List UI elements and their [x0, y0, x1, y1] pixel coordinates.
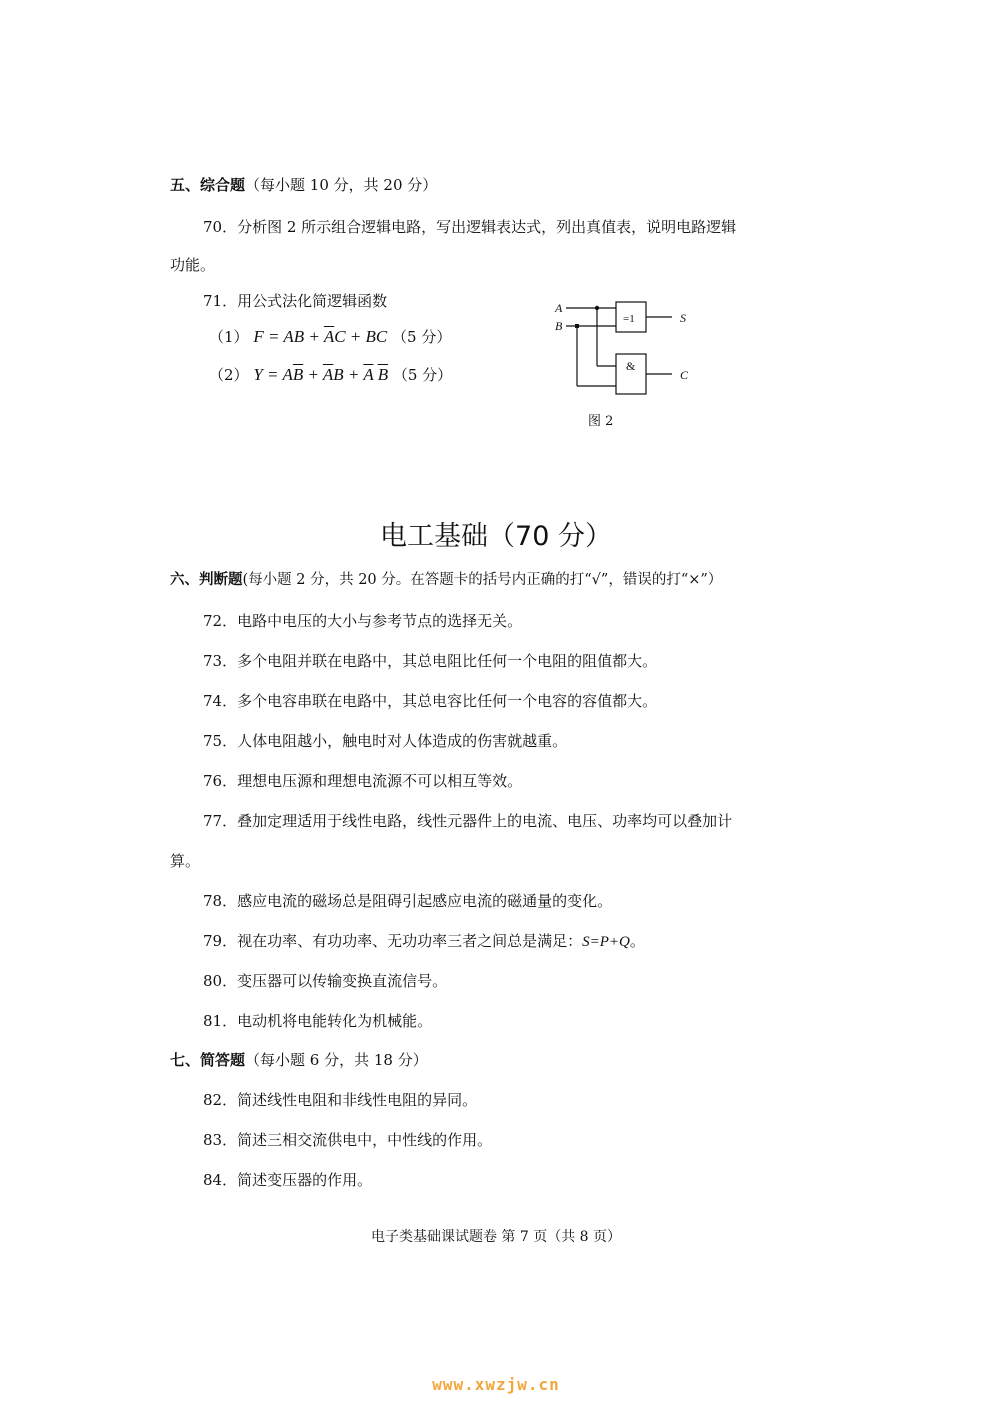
- watermark: www.xwzjw.cn: [432, 1375, 560, 1394]
- question-71-part1: [209, 327, 451, 347]
- q71-1-prefix: （1）: [209, 328, 249, 346]
- section5-note: （每小题 10 分，共 20 分）: [245, 176, 438, 194]
- section6-heading: 六、判断题: [170, 571, 243, 588]
- label-b: B: [555, 319, 563, 333]
- question-77-line1: 77．叠加定理适用于线性电路，线性元器件上的电流、电压、功率均可以叠加计: [203, 812, 733, 830]
- q71-2-prefix: （2）: [209, 366, 249, 384]
- section6-header: [170, 570, 722, 590]
- section7-header: [170, 1050, 428, 1070]
- label-a: A: [555, 301, 563, 315]
- question-79-text: 79．视在功率、有功功率、无功功率三者之间总是满足：: [203, 932, 583, 950]
- figure-2-logic-circuit: [540, 292, 720, 402]
- question-80: 80．变压器可以传输变换直流信号。: [203, 972, 448, 990]
- label-c: C: [680, 368, 689, 382]
- question-75: 75．人体电阻越小，触电时对人体造成的伤害就越重。: [203, 732, 568, 750]
- question-76: 76．理想电压源和理想电流源不可以相互等效。: [203, 772, 523, 790]
- section7-heading: 七、简答题: [170, 1051, 246, 1069]
- question-74: 74．多个电容串联在电路中，其总电容比任何一个电容的容值都大。: [203, 692, 658, 710]
- formula-y: $Y = A\overline{B} + \overline{A}B + \overline{A}$ $\overline{B}$: [253, 365, 389, 384]
- question-70-line1: 70．分析图 2 所示组合逻辑电路，写出逻辑表达式，列出真值表，说明电路逻辑: [203, 218, 737, 236]
- q71-2-suffix: （5 分）: [392, 366, 453, 384]
- question-79-formula: S=P+Q: [582, 934, 630, 950]
- question-83: 83．简述三相交流供电中，中性线的作用。: [203, 1131, 493, 1149]
- question-77-line2: 算。: [170, 852, 201, 870]
- question-84: 84．简述变压器的作用。: [203, 1171, 373, 1189]
- formula-f: F = AB + $\overline{A}C$ + BC: [253, 327, 388, 346]
- section5-heading: 五、综合题: [170, 176, 246, 194]
- question-71: 71．用公式法化简逻辑函数: [203, 292, 388, 310]
- page-title: 电工基础（70 分）: [380, 521, 612, 552]
- question-79: [203, 931, 645, 952]
- page-footer: 电子类基础课试题卷 第 7 页（共 8 页）: [370, 1229, 622, 1245]
- question-79-end: 。: [629, 932, 645, 950]
- section5-header: [170, 175, 437, 195]
- junction-b: [575, 324, 579, 328]
- label-s: S: [680, 311, 686, 325]
- question-78: 78．感应电流的磁场总是阻碍引起感应电流的磁通量的变化。: [203, 892, 613, 910]
- question-72: 72．电路中电压的大小与参考节点的选择无关。: [203, 612, 523, 630]
- junction-a: [595, 306, 599, 310]
- question-70-line2: 功能。: [170, 256, 216, 274]
- section6-note: (每小题 2 分，共 20 分。在答题卡的括号内正确的打“√”，错误的打“×”）: [242, 572, 723, 588]
- question-71-part2: [209, 365, 452, 385]
- figure-2-caption: 图 2: [588, 414, 614, 429]
- and-gate-label: &: [626, 359, 636, 373]
- question-82: 82．简述线性电阻和非线性电阻的异同。: [203, 1091, 478, 1109]
- q71-1-suffix: （5 分）: [392, 328, 452, 346]
- xor-gate-label: =1: [623, 313, 635, 325]
- section7-note: （每小题 6 分，共 18 分）: [245, 1051, 428, 1069]
- question-81: 81．电动机将电能转化为机械能。: [203, 1012, 433, 1030]
- question-73: 73．多个电阻并联在电路中，其总电阻比任何一个电阻的阻值都大。: [203, 652, 658, 670]
